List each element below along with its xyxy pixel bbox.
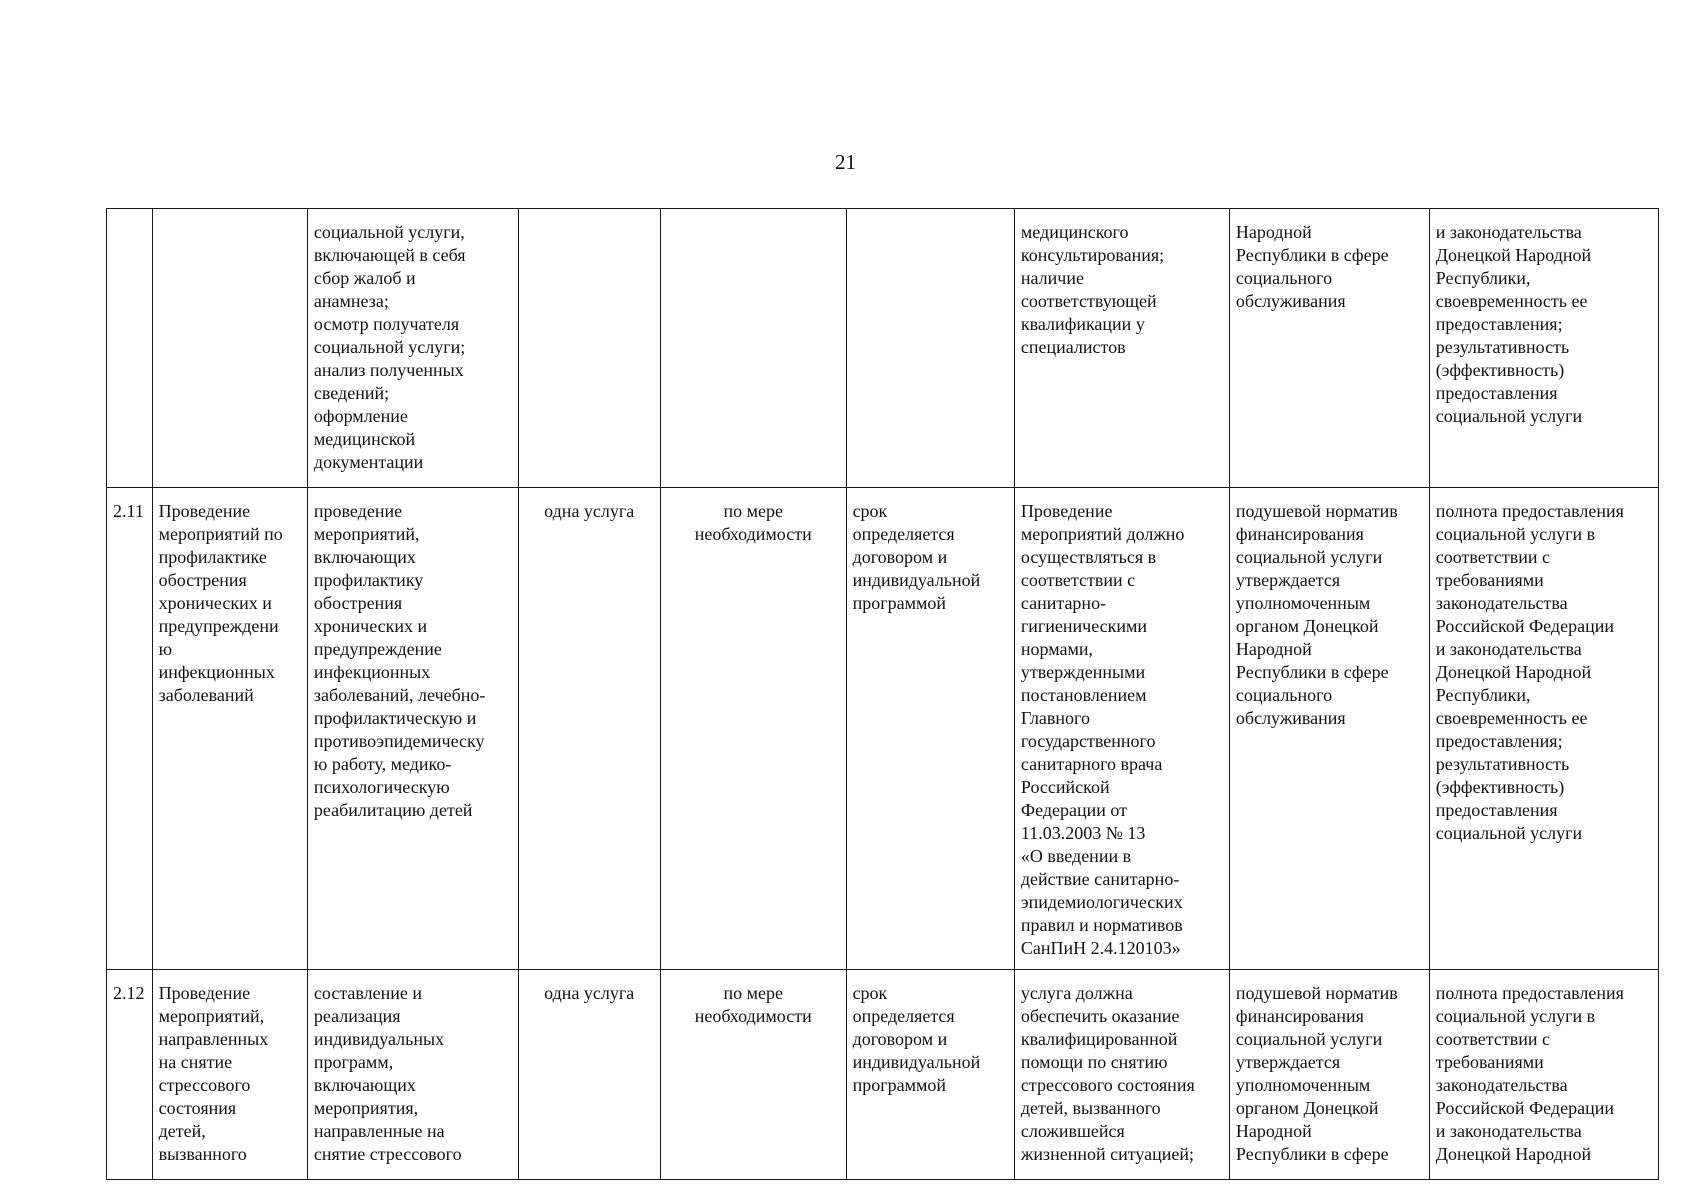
cell-conditions: медицинского консультирования; наличие соответствующей квалификации у специалистов <box>1014 209 1229 488</box>
cell-financing: подушевой норматив финансирования социальной услуги утверждается уполномоченным органом Донецкой Народной Республики в сфере <box>1229 970 1429 1180</box>
cell-service-content: составление и реализация индивидуальных программ, включающих мероприятия, направленные на снятие стрессового <box>307 970 518 1180</box>
cell-service-name <box>152 209 307 488</box>
cell-term: срок определяется договором и индивидуальной программой <box>846 488 1014 970</box>
cell-number <box>107 209 153 488</box>
cell-service-name: Проведение мероприятий, направленных на снятие стрессового состояния детей, вызванного <box>152 970 307 1180</box>
cell-frequency <box>660 209 846 488</box>
cell-conditions: услуга должна обеспечить оказание квалифицированной помощи по снятию стрессового состояния детей, вызванного сложившейся жизненной ситуацией; <box>1014 970 1229 1180</box>
cell-quality: полнота предоставления социальной услуги в соответствии с требованиями законодательства Российской Федерации и законодательства Донецкой Народной Республики, своевременность ее предоставления; результативность (эффективность) предоставления социальной услуги <box>1429 488 1658 970</box>
cell-term: срок определяется договором и индивидуальной программой <box>846 970 1014 1180</box>
cell-conditions: Проведение мероприятий должно осуществляться в соответствии с санитарно- гигиеническими нормами, утвержденными постановлением Главного государственного санитарного врача Российской Федерации от 11.03.2003 № 13 «О введении в действие санитарно- эпидемиологических правил и нормативов СанПиН 2.4.120103» <box>1014 488 1229 970</box>
cell-term <box>846 209 1014 488</box>
cell-number: 2.12 <box>107 970 153 1180</box>
cell-financing: подушевой норматив финансирования социальной услуги утверждается уполномоченным органом Донецкой Народной Республики в сфере социального обслуживания <box>1229 488 1429 970</box>
cell-service-name: Проведение мероприятий по профилактике обострения хронических и предупреждени ю инфекционных заболеваний <box>152 488 307 970</box>
services-table <box>106 208 1659 1180</box>
cell-number: 2.11 <box>107 488 153 970</box>
cell-frequency: по мере необходимости <box>660 488 846 970</box>
cell-volume: одна услуга <box>518 970 660 1180</box>
cell-service-content: проведение мероприятий, включающих профилактику обострения хронических и предупреждение инфекционных заболеваний, лечебно- профилактическую и противоэпидемическу ю работу, медико- психологическую реабилитацию детей <box>307 488 518 970</box>
cell-quality: полнота предоставления социальной услуги в соответствии с требованиями законодательства Российской Федерации и законодательства Донецкой Народной <box>1429 970 1658 1180</box>
cell-volume: одна услуга <box>518 488 660 970</box>
page-number: 21 <box>835 150 856 174</box>
cell-volume <box>518 209 660 488</box>
table-row <box>107 209 1659 488</box>
cell-frequency: по мере необходимости <box>660 970 846 1180</box>
table-row <box>107 488 1659 970</box>
cell-quality: и законодательства Донецкой Народной Республики, своевременность ее предоставления; результативность (эффективность) предоставления социальной услуги <box>1429 209 1658 488</box>
table-row <box>107 970 1659 1180</box>
cell-service-content: социальной услуги, включающей в себя сбор жалоб и анамнеза; осмотр получателя социальной услуги; анализ полученных сведений; оформление медицинской документации <box>307 209 518 488</box>
cell-financing: Народной Республики в сфере социального обслуживания <box>1229 209 1429 488</box>
